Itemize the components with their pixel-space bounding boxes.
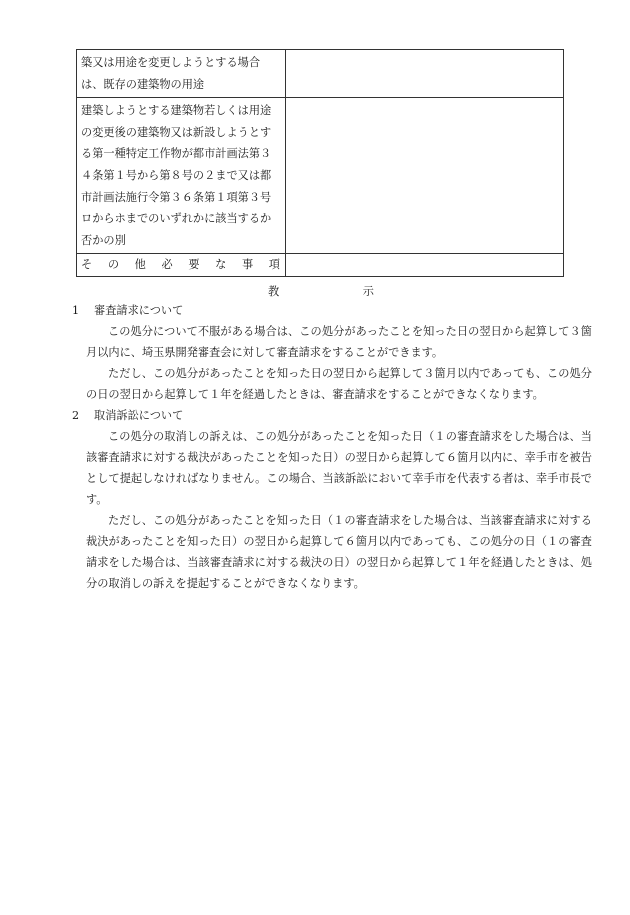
other-label-char: そ [81, 258, 93, 272]
other-label-char: 事 [241, 258, 254, 272]
notice-paragraph: ただし、この処分があったことを知った日の翌日から起算して３箇月以内であっても、この処分の日の翌日から起算して１年を経過したときは、審査請求をすることができなくなります。 [86, 367, 592, 401]
table-row [77, 98, 564, 254]
section-number: 2 [72, 409, 80, 422]
section-heading-text: 取消訴訟について [94, 409, 184, 422]
section-heading-text: 審査請求について [94, 304, 184, 317]
other-label-char: 他 [134, 258, 146, 272]
row-value [286, 98, 564, 254]
notice-paragraph: この処分について不服がある場合は、この処分があったことを知った日の翌日から起算して３箇月以内に、埼玉県開発審査会に対して審査請求をすることができます。 [86, 325, 592, 359]
notice-paragraph: この処分の取消しの訴えは、この処分があったことを知った日（１の審査請求をした場合は、当該審査請求に対する裁決があったことを知った日）の翌日から起算して６箇月以内に、幸手市を被告として提起しなければなりません。この場合、当該訴訟において幸手市を代表する者は、幸手市長です。 [86, 430, 592, 506]
row-label: 築又は用途を変更しようとする場合は、既存の建築物の用途 [77, 50, 286, 98]
other-label-char: な [215, 258, 227, 272]
section-heading [72, 300, 592, 321]
notice-paragraph: ただし、この処分があったことを知った日（１の審査請求をした場合は、当該審査請求に対する裁決があったことを知った日）の翌日から起算して６箇月以内であっても、この処分の日（１の審査請求をした場合は、当該審査請求に対する裁決の日）の翌日から起算して１年を経過したときは、処分の取消しの訴えを提起することができなくなります。 [86, 514, 592, 590]
other-label [81, 256, 282, 274]
other-label-char: 必 [161, 258, 173, 272]
row-label: 建築しようとする建築物若しくは用途の変更後の建築物又は新設しようとする第一種特定工作物が都市計画法第３４条第１号から第８号の２まで又は都市計画法施行令第３６条第１項第３号ロからホまでのいずれかに該当するか否かの別 [77, 98, 286, 254]
notice-title-char: 示 [362, 285, 374, 298]
section-heading [72, 405, 592, 426]
notice-title-char: 教 [268, 285, 280, 298]
other-label-char: 項 [268, 258, 280, 272]
other-label-char: の [107, 258, 120, 272]
other-label-char: 要 [188, 258, 200, 272]
notice-body [72, 300, 592, 594]
row-value [286, 50, 564, 98]
row-label-other [77, 254, 286, 277]
section-number: 1 [72, 304, 80, 317]
table-row [77, 50, 564, 98]
application-form-table [76, 49, 564, 277]
notice-title [268, 284, 374, 300]
row-value [286, 254, 564, 277]
table-row [77, 254, 564, 277]
